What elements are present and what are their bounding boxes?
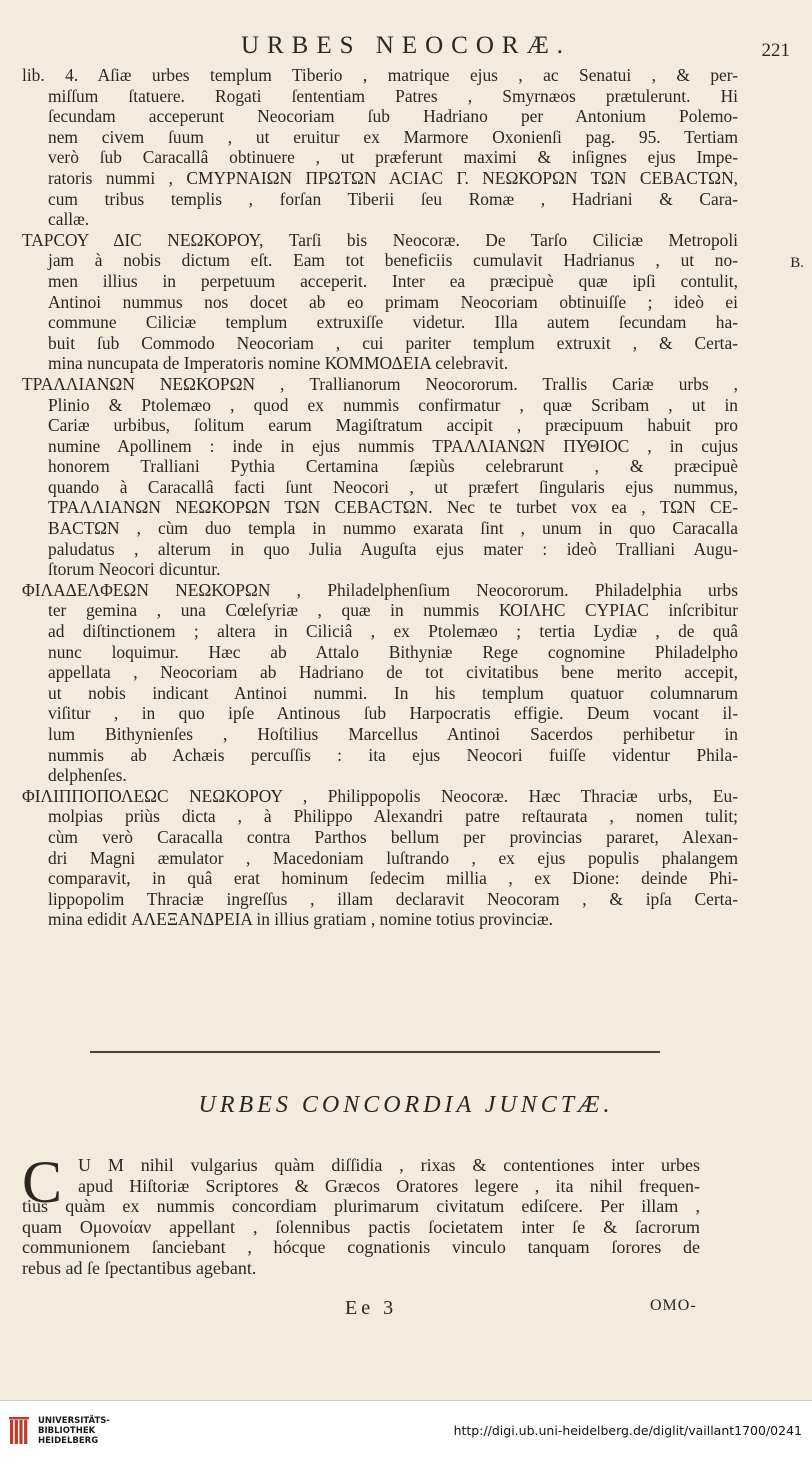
text-line: communionem ſanciebant , hócque cognationis vinculo tanquam ſorores de: [22, 1237, 700, 1258]
section-divider: [90, 1051, 660, 1053]
text-line: ad diſtinctionem ; altera in Ciliciâ , ex Ptolemæo ; tertia Lydiæ , de quâ: [48, 621, 738, 642]
text-line: ΒΑCΤΩΝ , cùm duo templa in nummo exarata ſint , unum in quo Caracalla: [48, 518, 738, 539]
text-line: paludatus , alterum in quo Julia Auguſta ejus mater : ideò Tralliani Augu-: [48, 538, 738, 559]
text-line: ΦΙΛΑΔΕΛΦΕΩΝ ΝΕΩΚΟΡΩΝ , Philadelphenſium Neocororum. Philadelphia urbs: [22, 579, 738, 600]
text-line: mina nuncupata de Imperatoris nomine ΚΟΜΜΟΔΕΙΑ celebravit.: [48, 353, 509, 374]
text-line: lum Bithynienſes , Hoſtilius Marcellus Antinoi Sacerdos perhibetur in: [48, 724, 738, 744]
text-line: numine Apollinem : inde in ejus nummis ΤΡΑΛΛΙΑΝΩΝ ΠΥΘΙΟC , in cujus: [48, 435, 738, 456]
text-line: nummis ab Achæis percuſſis : ita ejus Neocori fuiſſe videntur Phila-: [48, 744, 738, 765]
text-line: quando à Caracallâ facti ſunt Neocori , ut præfert ſingularis ejus nummus,: [48, 476, 738, 497]
viewer-footer: [0, 1400, 812, 1464]
text-line: ut nobis indicant Antinoi nummi. In his templum quatuor columnarum: [48, 682, 738, 703]
text-line: appellata , Neocoriam ab Hadriano de tot civitatibus bene merito accepit,: [48, 662, 738, 683]
main-text-block: [22, 65, 738, 930]
running-head: URBES NEOCORÆ.: [240, 32, 572, 59]
text-line: ΤΑΡCΟΥ ΔΙC ΝΕΩΚΟΡΟΥ, Tarſi bis Neocoræ. De Tarſo Ciliciæ Metropoli: [22, 229, 738, 250]
text-line: Plinio & Ptolemæo , quod ex nummis confirmatur , quæ Scribam , ut in: [48, 394, 738, 415]
text-line: quam Ομονοίαν appellant , ſolennibus pactis ſocietatem inter ſe & ſacrorum: [22, 1216, 700, 1237]
permalink-url[interactable]: http://digi.ub.uni-heidelberg.de/diglit/vaillant1700/0241: [453, 1423, 802, 1438]
university-library-logo-icon: [8, 1417, 32, 1447]
text-line: ΤΡΑΛΛΙΑΝΩΝ ΝΕΩΚΟΡΩΝ ΤΩΝ CΕΒΑCΤΩΝ. Nec te turbet vox ea , ΤΩΝ CΕ-: [48, 497, 738, 518]
text-line: Cariæ urbibus, ſolitum earum Magiſtratum accipit , præcipuum habuit pro: [48, 415, 738, 436]
text-line: men illius in perpetuum acceperit. Inter ea præcipuè quæ ipſi contulit,: [48, 270, 738, 291]
second-paragraph: [22, 1149, 700, 1279]
text-line: mina edidit ΑΛΕΞΑΝΔΡΕΙΑ in illius gratiam , nomine totius provinciæ.: [48, 909, 553, 930]
drop-cap: C: [22, 1149, 63, 1215]
text-line: cum tribus templis , forſan Tiberii ſeu Romæ , Hadriani & Cara-: [48, 188, 738, 209]
text-line: lippopolim Thraciæ ingreſſus , illam declaravit Neocoram , & ipſa Certa-: [48, 888, 738, 909]
text-line: jam à nobis dictum eſt. Eam tot beneficiis cumulavit Hadrianus , ut no-: [48, 250, 738, 271]
section-title: URBES CONCORDIA JUNCTÆ.: [198, 1092, 614, 1118]
page-number: 221: [761, 40, 790, 61]
text-line: verò ſub Caracallâ obtinuere , ut præferunt maximi & inſignes ejus Impe-: [48, 147, 738, 168]
text-line: rebus ad ſe ſpectantibus agebant.: [22, 1257, 257, 1278]
text-line: viſitur , in quo ipſe Antinous ſub Harpocratis effigie. Deum vocant il-: [48, 703, 738, 724]
text-line: buit ſub Commodo Neocoriam , cui pariter templum extruxit , & Certa-: [48, 332, 738, 353]
text-line: tius quàm ex nummis concordiam plurimarum civitatum ediſcere. Per illam ,: [22, 1196, 700, 1217]
text-line: cùm verò Caracalla contra Parthos bellum per provincias pararet, Alexan-: [48, 826, 738, 847]
library-name-line: HEIDELBERG: [38, 1436, 99, 1446]
text-line: molpias priùs dicta , à Philippo Alexandri patre reſtaurata , nomen tulit;: [48, 806, 738, 827]
signature-mark: Ee 3: [345, 1297, 398, 1319]
catchword: ΟΜΟ-: [650, 1297, 697, 1314]
text-line: honorem Tralliani Pythia Certamina ſæpiùs celebrarunt , & præcipuè: [48, 456, 738, 477]
text-line: nunc loquimur. Hæc ab Attalo Bithyniæ Rege cognomine Philadelpho: [48, 641, 738, 662]
text-line: callæ.: [48, 209, 90, 230]
text-line: Antinoi nummus nos docet ab eo primam Neocoriam obtinuiſſe ; ideò ei: [48, 291, 738, 312]
page-header: [0, 30, 812, 62]
library-name-line: BIBLIOTHEK: [38, 1426, 96, 1436]
text-line: ΦΙΛΙΠΠΟΠΟΛΕΩC ΝΕΩΚΟΡΟΥ , Philippopolis Neocoræ. Hæc Thraciæ urbs, Eu-: [22, 785, 738, 806]
text-line: U M nihil vulgarius quàm diſſidia , rixas & contentiones inter urbes: [78, 1155, 700, 1175]
text-line: ſecundam acceperunt Neocoriam ſub Hadriano per Antonium Polemo-: [48, 106, 738, 127]
text-line: apud Hiſtoriæ Scriptores & Græcos Oratores legere , ita nihil frequen-: [78, 1175, 700, 1196]
library-name: [38, 1416, 110, 1446]
text-line: dri Magni æmulator , Macedoniam luſtrando , ex ejus populis phalangem: [48, 847, 738, 868]
text-line: ter gemina , una Cœleſyriæ , quæ in nummis ΚΟΙΛΗC CΥΡΙΑC inſcribitur: [48, 600, 738, 621]
text-line: nem civem ſuum , ut eruitur ex Marmore Oxonienſi pag. 95. Tertiam: [48, 126, 738, 147]
text-line: miſſum ſtatuere. Rogati ſententiam Patres , Smyrnæos prætulerunt. Hi: [48, 85, 738, 106]
margin-note: B.: [790, 255, 804, 271]
library-name-line: UNIVERSITÄTS-: [38, 1416, 110, 1426]
text-line: ΤΡΑΛΛΙΑΝΩΝ ΝΕΩΚΟΡΩΝ , Trallianorum Neocororum. Trallis Cariæ urbs ,: [22, 373, 738, 394]
text-line: lib. 4. Aſiæ urbes templum Tiberio , matrique ejus , ac Senatui , & per-: [22, 65, 738, 85]
text-line: commune Ciliciæ templum extruxiſſe videtur. Illa autem ſecundam ha-: [48, 312, 738, 333]
text-line: delphenſes.: [48, 765, 127, 786]
text-line: comparavit, in quâ erat hominum ſedecim millia , ex Dione: deinde Phi-: [48, 868, 738, 889]
text-line: ratoris nummi , CΜΥΡΝΑΙΩΝ ΠΡΩΤΩΝ ΑCΙΑC Γ. ΝΕΩΚΟΡΩΝ ΤΩΝ CΕΒΑCΤΩΝ,: [48, 167, 738, 188]
text-line: ſtorum Neocori dicuntur.: [48, 559, 221, 580]
